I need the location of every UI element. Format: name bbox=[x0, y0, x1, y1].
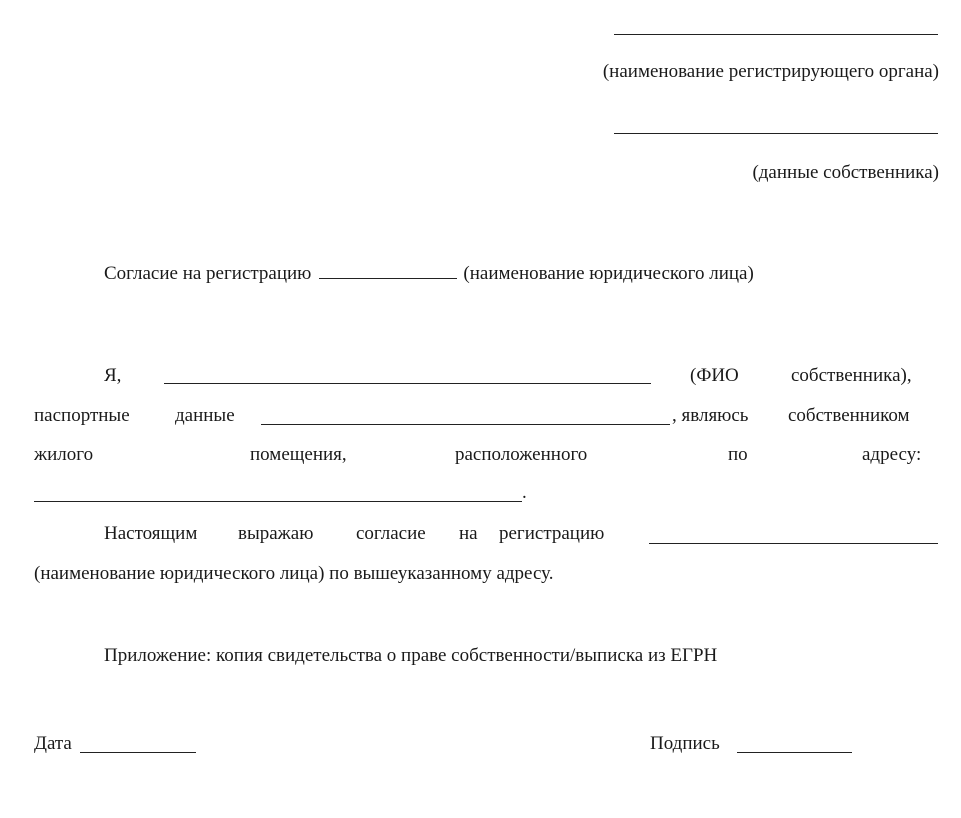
owner-data-blank-line[interactable] bbox=[614, 133, 938, 134]
line3-word-1: жилого bbox=[34, 444, 94, 465]
date-blank-line[interactable] bbox=[80, 752, 196, 753]
title-entity-blank[interactable] bbox=[319, 262, 457, 279]
line1-start: Я, bbox=[104, 365, 122, 386]
authority-caption: (наименование регистрирующего органа) bbox=[602, 61, 939, 82]
line3-word-3: расположенного bbox=[455, 444, 588, 465]
line1-fio-word: (ФИО bbox=[690, 365, 739, 386]
signature-label: Подпись bbox=[650, 733, 720, 754]
line2-data-word: данные bbox=[175, 405, 235, 426]
title-tail: (наименование юридического лица) bbox=[463, 263, 754, 284]
consent-word-4: на bbox=[459, 523, 478, 544]
authority-blank-line[interactable] bbox=[614, 34, 938, 35]
signature-blank-line[interactable] bbox=[737, 752, 852, 753]
consent-line-2: (наименование юридического лица) по вышеуказанному адресу. bbox=[34, 563, 554, 584]
consent-word-3: согласие bbox=[356, 523, 426, 544]
line2-am-word: , являюсь bbox=[672, 405, 749, 426]
owner-data-caption: (данные собственника) bbox=[752, 162, 939, 183]
line1-owner-word: собственника), bbox=[791, 365, 912, 386]
title-lead: Согласие на регистрацию bbox=[104, 263, 312, 284]
line2-passport-word: паспортные bbox=[34, 405, 130, 426]
consent-entity-blank-line[interactable] bbox=[649, 543, 938, 544]
consent-word-5: регистрацию bbox=[499, 523, 605, 544]
consent-word-1: Настоящим bbox=[104, 523, 198, 544]
fio-blank-line[interactable] bbox=[164, 383, 651, 384]
line2-owner-word: собственником bbox=[788, 405, 910, 426]
attachment-line: Приложение: копия свидетельства о праве собственности/выписка из ЕГРН bbox=[104, 645, 718, 666]
line3-word-4: по bbox=[728, 444, 748, 465]
line3-word-2: помещения, bbox=[250, 444, 347, 465]
document-title bbox=[104, 262, 754, 285]
address-end-period: . bbox=[522, 482, 527, 503]
date-label: Дата bbox=[34, 733, 72, 754]
passport-blank-line[interactable] bbox=[261, 424, 670, 425]
consent-word-2: выражаю bbox=[238, 523, 314, 544]
line3-word-5: адресу: bbox=[862, 444, 922, 465]
address-blank-line[interactable] bbox=[34, 501, 522, 502]
